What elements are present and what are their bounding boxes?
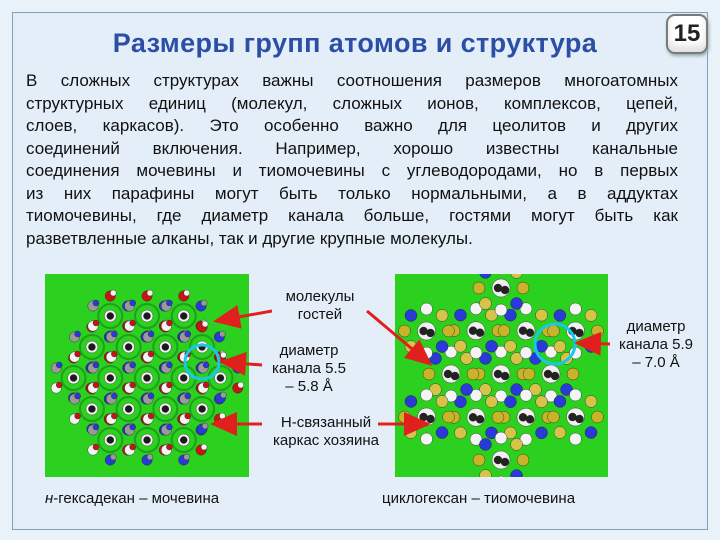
label-line: – 5.8 Å (285, 378, 333, 395)
label-line: канала 5.9 (619, 336, 693, 353)
label-line: гостей (297, 306, 343, 323)
caption-left-italic: н (45, 490, 54, 507)
label-line: – 7.0 Å (632, 354, 680, 371)
label-line: каркас хозяина (273, 432, 379, 449)
label-host-framework (258, 414, 394, 450)
label-guest-molecules (272, 288, 368, 324)
arrow-guests (216, 311, 272, 321)
paragraph-line: структурных единиц (молекул, сложных ионов, комплексов, цепей, (26, 93, 678, 113)
label-line: Н-связанный (280, 414, 372, 431)
label-line: диаметр (279, 342, 339, 359)
paragraph-line: соединения мочевины и тиомочевины с углеводородами, но в первых (26, 161, 678, 180)
label-line: молекулы (285, 288, 355, 305)
slide-title: Размеры групп атомов и структура (112, 28, 598, 58)
paragraph-line: тиомочевины, где диаметр канала больше, гостями могут быть как (26, 206, 678, 225)
paragraph-line: В сложных структурах важны соотношения размеров многоатомных (26, 71, 678, 90)
label-channel-diameter-left (256, 342, 362, 396)
paragraph-line: слоев, каркасов). Это особенно важно для цеолитов и других (26, 116, 678, 135)
paragraph-line: из них парафины могут быть только нормальными, а в аддуктах (26, 183, 678, 203)
label-line: диаметр (626, 318, 686, 335)
paragraph-line: соединений включения. Например, хорошо известны канальные (26, 138, 678, 158)
label-channel-diameter-right (606, 318, 706, 372)
paragraph-line: разветвленные алканы, так и другие крупные молекулы. (26, 228, 473, 248)
page-number-badge: 15 (666, 14, 708, 54)
caption-left (45, 490, 219, 507)
label-line: канала 5.5 (272, 360, 346, 377)
arrow-guests-right (367, 311, 430, 364)
caption-right: циклогексан – тиомочевина (382, 490, 576, 507)
caption-left-text: -гексадекан – мочевина (53, 490, 220, 507)
